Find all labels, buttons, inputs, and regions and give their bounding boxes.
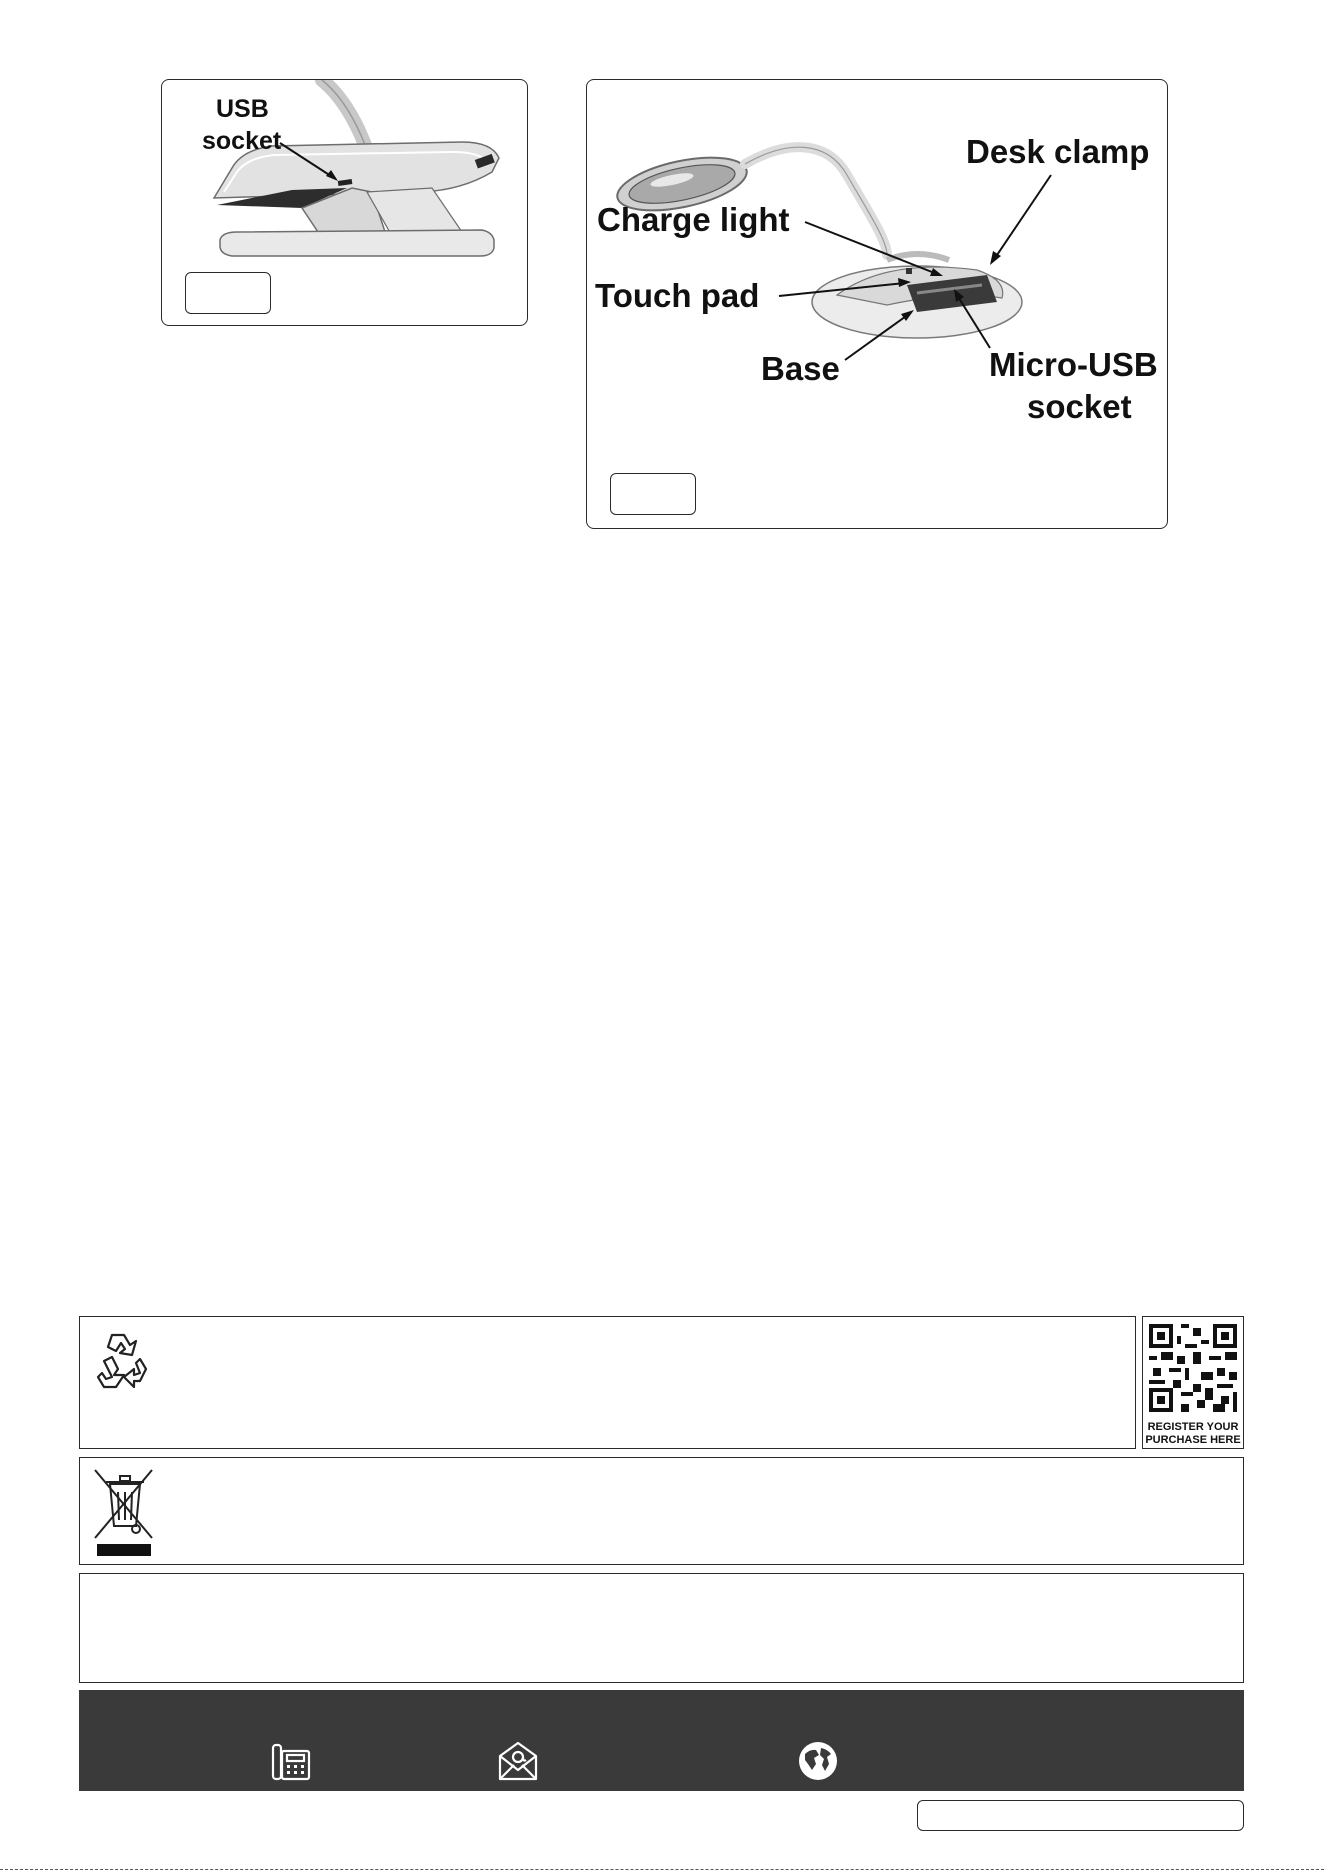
touch-pad-label: Touch pad (595, 277, 760, 314)
environment-protection-box (79, 1316, 1136, 1449)
base-label: Base (761, 350, 840, 387)
qr-caption-line1: REGISTER YOUR (1147, 1421, 1239, 1433)
reference-box (917, 1800, 1244, 1831)
page-trim-line (0, 1869, 1324, 1870)
qr-code-register[interactable] (1142, 1316, 1244, 1449)
contact-footer (79, 1690, 1244, 1791)
micro-usb-label-line1: Micro-USB (989, 346, 1158, 383)
charge-light-label: Charge light (597, 201, 790, 238)
usb-socket-label-line1: USB (216, 95, 269, 123)
desk-clamp-label: Desk clamp (966, 133, 1150, 170)
figure-right-number-box (610, 473, 696, 515)
usb-socket-label-line2: socket (202, 127, 282, 155)
globe-icon[interactable] (797, 1740, 839, 1782)
crossed-out-bin-icon (92, 1466, 158, 1558)
figure-left-number-box (185, 272, 271, 314)
qr-code-graphic (1145, 1320, 1241, 1416)
phone-icon[interactable] (270, 1741, 312, 1783)
weee-disposal-box (79, 1457, 1244, 1565)
figure-right-panel (586, 79, 1168, 529)
recycle-icon (92, 1329, 156, 1393)
qr-caption-line2: PURCHASE HERE (1145, 1434, 1241, 1446)
figure-left-panel (161, 79, 528, 326)
note-box (79, 1573, 1244, 1683)
email-icon[interactable] (497, 1740, 539, 1782)
micro-usb-label-line2: socket (1027, 388, 1132, 425)
